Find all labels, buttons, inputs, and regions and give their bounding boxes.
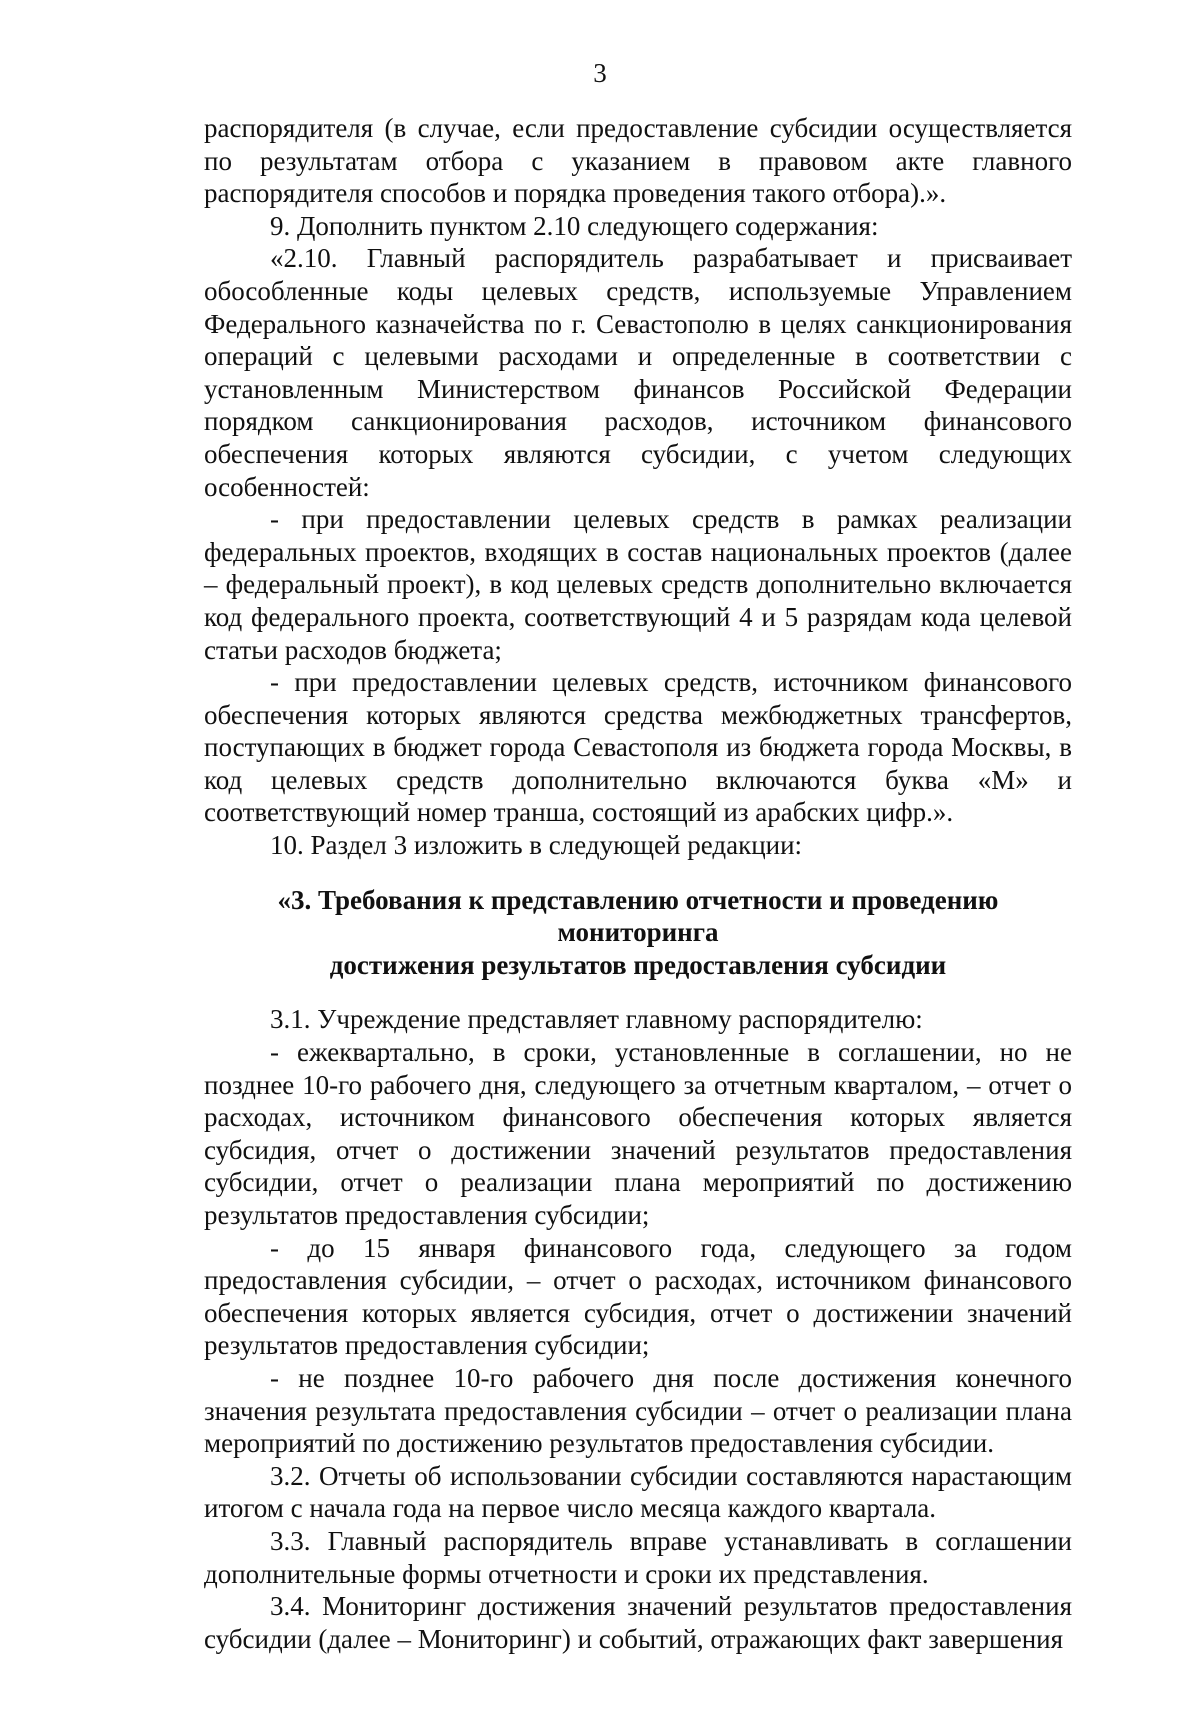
- paragraph: 3.4. Мониторинг достижения значений результатов предоставления субсидии (далее – Мониторинг) и событий, отражающих факт завершения: [204, 1591, 1072, 1654]
- section-heading: [204, 884, 1072, 982]
- page-number: 3: [593, 58, 607, 88]
- paragraph: 3.1. Учреждение представляет главному распорядителю:: [270, 1004, 923, 1035]
- paragraph: - при предоставлении целевых средств, источником финансового обеспечения которых являются средства межбюджетных трансфертов, поступающих в бюджет города Севастополя из бюджета города Москвы, в код целевых средств дополнительно включаются буква «М» и соответствующий номер транша, состоящий из арабских цифр.».: [204, 667, 1072, 828]
- paragraph: 10. Раздел 3 изложить в следующей редакции:: [270, 830, 803, 861]
- paragraph: - не позднее 10-го рабочего дня после достижения конечного значения результата предоставления субсидии – отчет о реализации плана мероприятий по достижению результатов предоставления субсидии.: [204, 1362, 1072, 1459]
- paragraph: - при предоставлении целевых средств в рамках реализации федеральных проектов, входящих в состав национальных проектов (далее – федеральный проект), в код целевых средств дополнительно включается код федерального проекта, соответствующий 4 и 5 разрядам кода целевой статьи расходов бюджета;: [204, 504, 1072, 665]
- document-body: [204, 112, 1072, 1655]
- paragraph: 3.2. Отчеты об использовании субсидии составляются нарастающим итогом с начала года на первое число месяца каждого квартала.: [204, 1460, 1072, 1524]
- paragraph: 3.3. Главный распорядитель вправе устанавливать в соглашении дополнительные формы отчетности и сроки их представления.: [204, 1525, 1072, 1589]
- paragraph: «2.10. Главный распорядитель разрабатывает и присваивает обособленные коды целевых средств, используемые Управлением Федерального казначейства по г. Севастополю в целях санкционирования операций с целевыми расходами и определенные в соответствии с установленным Министерством финансов Российской Федерации порядком санкционирования расходов, источником финансового обеспечения которых являются субсидии, с учетом следующих особенностей:: [204, 243, 1072, 502]
- paragraph: распорядителя (в случае, если предоставление субсидии осуществляется по результатам отбора с указанием в правовом акте главного распорядителя способов и порядка проведения такого отбора).».: [204, 113, 1072, 209]
- paragraph: - до 15 января финансового года, следующего за годом предоставления субсидии, – отчет о расходах, источником финансового обеспечения которых является субсидия, отчет о достижении значений результатов предоставления субсидии;: [204, 1232, 1072, 1361]
- paragraph: 9. Дополнить пунктом 2.10 следующего содержания:: [270, 210, 879, 241]
- section-heading-line-2: достижения результатов предоставления субсидии: [329, 949, 947, 980]
- section-heading-line-1: «3. Требования к представлению отчетности и проведению мониторинга: [277, 884, 999, 948]
- paragraph: - ежеквартально, в сроки, установленные в соглашении, но не позднее 10-го рабочего дня, следующего за отчетным кварталом, – отчет о расходах, источником финансового обеспечения которых является субсидия, отчет о достижении значений результатов предоставления субсидии, отчет о реализации плана мероприятий по достижению результатов предоставления субсидии;: [204, 1037, 1072, 1230]
